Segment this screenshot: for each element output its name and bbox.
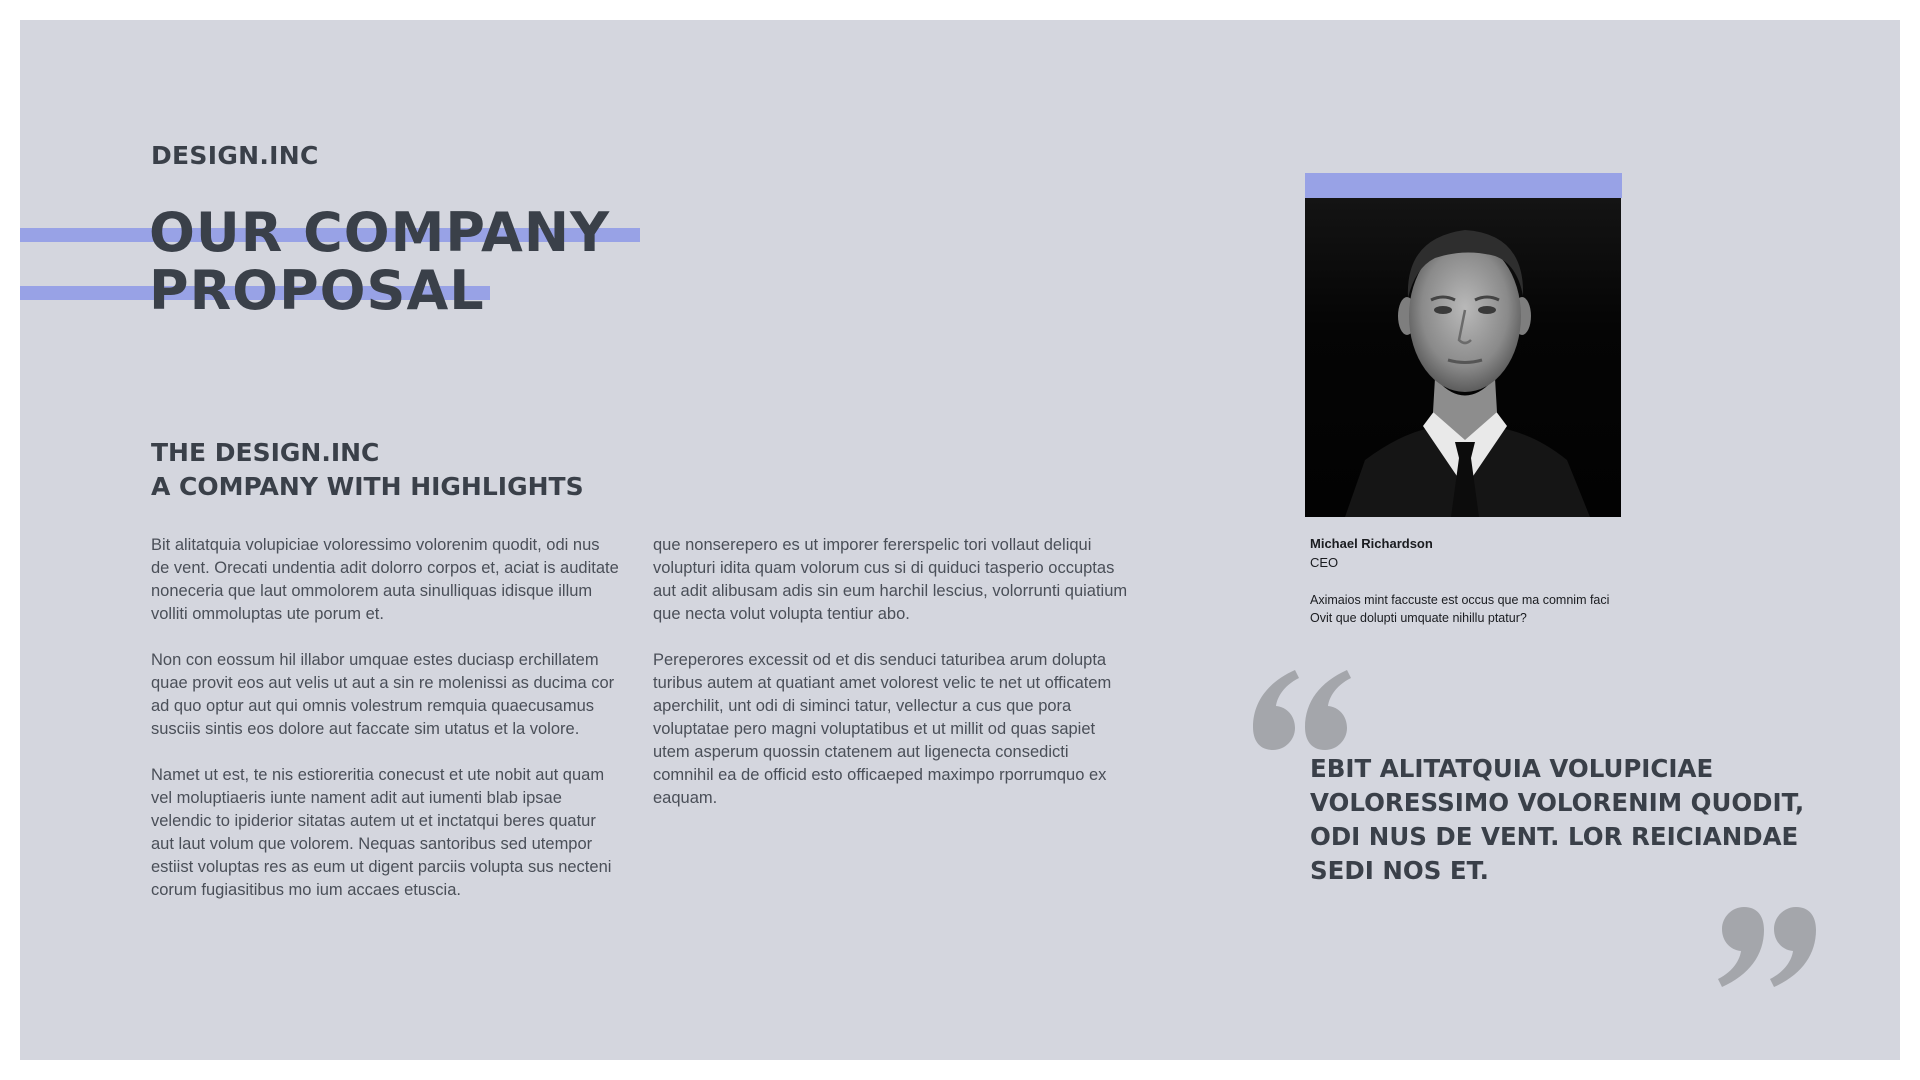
body-paragraph: Pereperores excessit od et dis senduci taturibea arum dolupta turibus autem at quatiant amet volorest velic te net ut officatem aperchilit, unt odi di siminci tatur, vellectur a cus que pora voluptatae pero magni voluptatibus et ut millit od quas sapiet utem asperum quossin ctatenem aut ligenecta consedicti comnihil ea de officid esto officaeped maximpo rporrumquo ex eaquam. (653, 651, 1112, 807)
body-column-right (653, 534, 1128, 833)
body-column-left (151, 534, 621, 925)
portrait-illustration (1305, 198, 1621, 517)
title-line-1: OUR COMPANY (149, 201, 611, 264)
slide (20, 20, 1900, 1060)
profile-role: CEO (1310, 555, 1339, 570)
photo-accent-bar (1305, 173, 1622, 198)
body-paragraph: que nonserepero es ut imporer fererspelic tori vollaut deliqui volupturi idita quam volorum cus si di quiduci tasperio occuptas aut adit alibusam adis sin eum harchil lescius, volorrunti quiatium que necta volut volupta tentiur abo. (653, 536, 1128, 623)
body-paragraph: Namet ut est, te nis estioreritia conecust et ute nobit aut quam vel moluptiaeris iunte nament adit aut iumenti blab ipsae velendic to ipiderior sitatas autem ut et inctatqui beres quatur aut laut volum que volorem. Nequas santoribus sed utempor estiist voluptas res as eum ut digent parciis volupta sus necteni corum fugiasitibus mo ium accaes etuscia. (151, 766, 612, 899)
title-line-2: PROPOSAL (149, 259, 485, 322)
profile-name: Michael Richardson (1310, 536, 1433, 551)
section-heading (151, 436, 584, 504)
section-heading-line-1: THE DESIGN.INC (151, 438, 380, 467)
quote-open-icon (1253, 670, 1353, 750)
quote-close-icon (1716, 907, 1816, 987)
profile-bio: Aximaios mint faccuste est occus que ma comnim faci Ovit que dolupti umquate nihillu ptatur? (1310, 593, 1610, 625)
profile-photo (1305, 198, 1621, 517)
section-heading-line-2: A COMPANY WITH HIGHLIGHTS (151, 472, 584, 501)
page-title (149, 201, 611, 322)
brand-name: DESIGN.INC (151, 141, 319, 170)
profile-photo-frame (1305, 173, 1622, 517)
quote-text: EBIT ALITATQUIA VOLUPICIAE VOLORESSIMO VOLORENIM QUODIT, ODI NUS DE VENT. LOR REICIANDAE SEDI NOS ET. (1310, 754, 1805, 885)
body-paragraph: Non con eossum hil illabor umquae estes duciasp erchillatem quae provit eos aut velis ut aut a sin re molenissi as ducima cor ad quo optur aut qui omnis volestrum remquia quaecusamus susciis sintis eos dolore aut faccate sim utatus et la volore. (151, 651, 615, 738)
body-paragraph: Bit alitatquia volupiciae voloressimo volorenim quodit, odi nus de vent. Orecati undentia adit dolorro corpos et, aciat is auditate noneceria que laut ommolorem auta sinulliquas idisque illum volliti ommoluptas ute porum et. (151, 536, 619, 623)
